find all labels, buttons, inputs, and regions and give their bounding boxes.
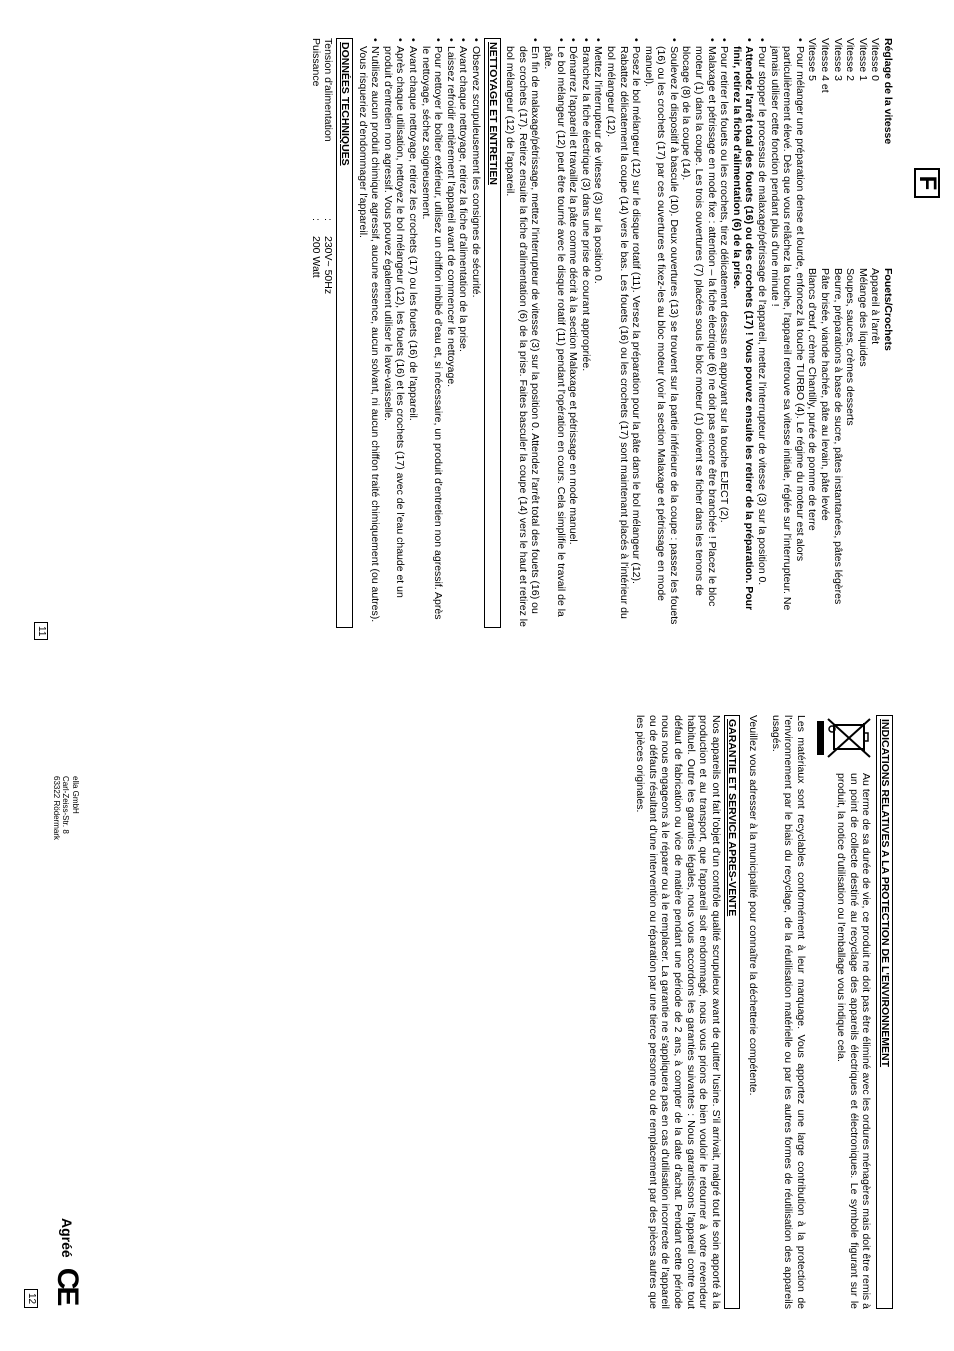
list-item: • Branchez la fiche électrique (3) dans une prise de courant appropriée. bbox=[579, 38, 592, 628]
list-item: • Avant chaque nettoyage, retirez la fiche d'alimentation de la prise. bbox=[457, 38, 470, 628]
warranty-text: Nos appareils ont fait l'objet d'un contrôle qualité scrupuleux avant de quitter l'usine. S'il arrivait, malgré tout le soin apporté à la production et au transport, que l'appareil soit endommagé, nous vous prions de bien vouloir le retourner à votre revendeur habituel. Outre les garanties légales, nous vous accordons les garanties suivantes : Nous garantissons l'appareil contre tout défaut de fabrication ou vice de matière pendant une période de 2 ans, à compter de la date d'achat. Pendant cette période nous nous engageons à le réparer ou à le remplacer. La garantie ne s'appliquera pas en cas d'utilisation incorrecte de l'appareil ou de défauts résultant d'une intervention ou réparation par une tierce personne ou de remplacement par des pièces autres que les pièces originales. bbox=[634, 715, 722, 1309]
list-item: • Pour retirer les fouets ou les crochets, tirez délicatement dessus en appuyant sur la touche EJECT (2). bbox=[718, 38, 731, 628]
page-number-left: 11 bbox=[34, 622, 48, 640]
tech-key: Tension d'alimentation bbox=[322, 38, 335, 142]
language-mark: F bbox=[914, 168, 940, 198]
speed-key: Vitesse 3 bbox=[831, 38, 844, 81]
list-item: • Soulevez le dispositif à bascule (10). Deux ouvertures (13) se trouvent sur la partie inférieure de la coupe : passez les fouets (16) ou les crochets (17) par ces ouvertures et fixez-les au bloc moteur (voir la section Malaxage et pétrissage en mode manuel). bbox=[642, 38, 680, 628]
speed-title: Réglage de la vitesse bbox=[882, 38, 894, 145]
speed-value: Soupes, sauces, crèmes desserts bbox=[844, 268, 857, 426]
env-para2: Les matériaux sont recyclables conformément à leur marquage. Vous apportez une large contribution à la protection de l'environnement par le biais du recyclage, de la réutilisation matérielle ou par les autres formes de réutilisation des appareils usagés. bbox=[769, 715, 807, 1309]
address-line: 63322 Rödermark bbox=[52, 776, 61, 841]
list-item: • Pour stopper le processus de malaxage/pétrissage de l'appareil, mettez l'interrupteur de vitesse (3) sur la position 0. bbox=[755, 38, 768, 628]
list-item: • Après chaque utilisation, nettoyez le bol mélangeur (12), les fouets (16) et les crochets (17) avec de l'eau chaude et un produit d'entretien non agressif. Vous pouvez également utiliser le lave-vaisselle. bbox=[381, 38, 406, 628]
list-item: • Observez scrupuleusement les consignes de sécurité. bbox=[469, 38, 482, 628]
list-item: • Démarrez l'appareil et travaillez la pâte comme décrit à la section Malaxage et pétrissage en mode manuel. bbox=[567, 38, 580, 628]
list-item: • En fin de malaxage/pétrissage, mettez l'interrupteur de vitesse (3) sur la position 0. Attendez l'arrêt total des fouets (16) ou des crochets (17). Retirez ensuite la fiche d'alimentation (6) de la prise. Faites basculer la coupe (14) vers le haut et retirez le bol mélangeur (12) de l'appareil. bbox=[504, 38, 542, 628]
list-item: • Malaxage et pétrissage en mode fixe : attention – la fiche électrique (6) ne doit pas encore être branchée ! Placez le bloc moteur (1) dans la coupe. Les trois ouvertures (7) placées sous le bloc moteur (1) doivent se ficher dans les tenons de blocage (8) de la coupe (14). bbox=[680, 38, 718, 628]
ce-mark: CE bbox=[51, 1267, 84, 1304]
env-block bbox=[813, 715, 873, 1309]
list-item: • Attendez l'arrêt total des fouets (16) ou des crochets (17) ! Vous pouvez ensuite les retirer de la préparation. Pour finir, retirez la fiche d'alimentation (6) de la prise. bbox=[730, 38, 755, 628]
tech-table bbox=[309, 38, 334, 628]
speed-value: Mélange des liquides bbox=[856, 268, 869, 367]
tech-key: Puissance bbox=[309, 38, 322, 87]
approval-mark bbox=[50, 1218, 84, 1303]
tech-value: 200 Watt bbox=[309, 236, 322, 278]
speed-table bbox=[806, 38, 894, 628]
address-line: Carl-Zeiss-Str. 8 bbox=[61, 776, 71, 834]
tech-heading: DONNÉES TECHNIQUES bbox=[336, 38, 353, 628]
tech-sep: : bbox=[309, 218, 322, 221]
table-row bbox=[322, 38, 335, 628]
manufacturer-address bbox=[52, 776, 81, 840]
cleaning-heading: NETTOYAGE ET ENTRETIEN bbox=[484, 38, 501, 628]
list-item: • Le bol mélangeur (12) peut être tourné avec le disque rotatif (11) pendant l'opération en cours. Cela simplifie le travail de la pâte. bbox=[541, 38, 566, 628]
right-column bbox=[634, 715, 896, 1309]
speed-value: Blancs d'œuf, crème Chantilly, purée de pomme de terre bbox=[806, 268, 819, 531]
speed-value: Beurre, préparations à base de sucre, pâtes instantanées, pâtes légères bbox=[831, 268, 844, 605]
tech-value: 230V~ 50Hz bbox=[322, 236, 335, 295]
table-row bbox=[309, 38, 322, 628]
speed-value: Pâte brisée, viande hachée, pâte au levain, pâte levée bbox=[819, 268, 832, 521]
env-para1: Au terme de sa durée de vie, ce produit ne doit pas être éliminé avec les ordures ménagères mais doit être remis à un point de collecte destiné au recyclage des appareils électriques et électroniques. Le symbole figurant sur le produit, la notice d'utilisation ou l'emballage vous indique cela. bbox=[835, 773, 873, 1309]
speed-key: Vitesse 1 bbox=[856, 38, 869, 81]
left-column bbox=[309, 38, 894, 628]
speed-key: Vitesse 5 bbox=[806, 38, 819, 81]
env-para3: Veuillez vous adresser à la municipalité pour connaître la déchetterie compétente. bbox=[747, 715, 760, 1096]
speed-key: Vitesse 4 et bbox=[819, 38, 832, 93]
list-item: • Mettez l'interrupteur de vitesse (3) sur la position 0. bbox=[592, 38, 605, 628]
list-item: • N'utilisez aucun produit chimique agressif, aucune essence, aucun solvant, ni aucun chiffon traité chimiquement (ou autres). Vous risqueriez d'endommager l'appareil. bbox=[356, 38, 381, 628]
approved-label: Agréé bbox=[59, 1218, 75, 1258]
list-item: • Posez le bol mélangeur (12) sur le disque rotatif (11). Versez la préparation pour la pâte dans le bol mélangeur (12). Rabattez délicatement la coupe (14) vers le bas. Les fouets (16) ou les crochets (17) sont maintenant placés à l'intérieur du bol mélangeur (12). bbox=[604, 38, 642, 628]
tech-sep: : bbox=[322, 218, 335, 221]
list-item: • Pour mélanger une préparation dense et lourde, enfoncez la touche TURBO (4). Le régime du moteur est alors particulièrement élevé. Dès que vous relâchez la touche, l'appareil retrouve sa vitesse initiale, réglée sur l'interrupteur. Ne jamais utiliser cette fonction pendant plus d'une minute ! bbox=[768, 38, 806, 628]
list-item: • Avant chaque nettoyage, retirez les crochets (17) ou les fouets (16) de l'appareil. bbox=[406, 38, 419, 628]
speed-col2-title: Fouets/Crochets bbox=[882, 268, 894, 351]
page-number-right: 12 bbox=[24, 1289, 38, 1308]
cleaning-list bbox=[356, 38, 482, 628]
speed-key: Vitesse 2 bbox=[844, 38, 857, 81]
warranty-heading: GARANTIE ET SERVICE APRES-VENTE bbox=[724, 715, 741, 1309]
env-heading: INDICATIONS RELATIVES A LA PROTECTION DE L'ENVIRONNEMENT bbox=[876, 715, 893, 1309]
address-line: ella GmbH bbox=[71, 776, 80, 814]
list-item: • Laissez refroidir entièrement l'appareil avant de commencer le nettoyage. bbox=[444, 38, 457, 628]
instructions-list bbox=[504, 38, 806, 628]
list-item: • Pour nettoyer le boîtier extérieur, utilisez un chiffon imbibé d'eau et, si nécessaire, un produit d'entretien non agressif. Après le nettoyage, séchez soigneusement. bbox=[419, 38, 444, 628]
speed-value: Appareil à l'arrêt bbox=[869, 268, 882, 345]
speed-key: Vitesse 0 bbox=[869, 38, 882, 81]
crossed-out-wheelie-bin-icon bbox=[813, 715, 873, 761]
